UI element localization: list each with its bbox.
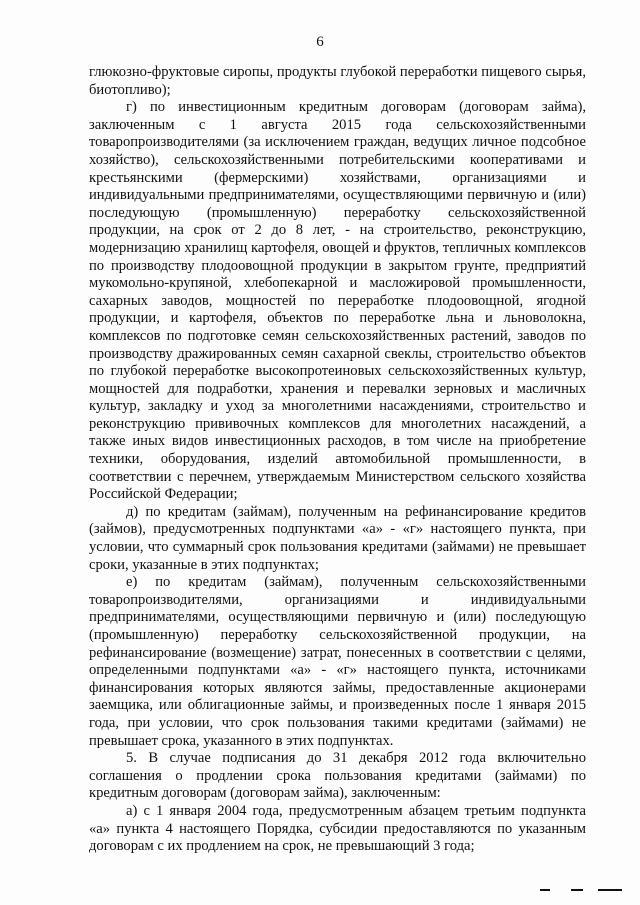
scan-mark [571, 889, 583, 891]
scan-mark [540, 889, 550, 891]
paragraph-item-5: 5. В случае подписания до 31 декабря 2012 года включительно соглашения о продлении срока пользования кредитами (займами) по кредитным договорам (договорам займа), заключенным: [89, 750, 586, 802]
paragraph-subitem-a: а) с 1 января 2004 года, предусмотренным абзацем третьим подпункта «а» пункта 4 настоящего Порядка, субсидии предоставляются по указанным договорам с их продлением на срок, не превышающий 3 года; [89, 802, 586, 855]
paragraph-subitem-d: д) по кредитам (займам), полученным на рефинансирование кредитов (займов), предусмотренных подпунктами «а» - «г» настоящего пункта, при условии, что суммарный срок пользования кредитами (займами) не превышает сроки, указанные в этих подпунктах; [89, 503, 586, 573]
paragraph-subitem-e: е) по кредитам (займам), полученным сельскохозяйственными товаропроизводителями, организациями и индивидуальными предпринимателями, осуществляющими первичную и (или) последующую (промышленную) переработку сельскохозяйственной продукции, на рефинансирование (возмещение) затрат, понесенных в соответствии с целями, определенными подпунктами «а» - «г» настоящего пункта, источниками финансирования которых являются займы, предоставленные акционерами заемщика, или облигационные займы, и произведенных после 1 января 2015 года, при условии, что срок пользования такими кредитами (займами) не превышает срока, указанного в этих подпунктах. [89, 574, 586, 749]
scan-mark [598, 889, 622, 891]
paragraph-subitem-g: г) по инвестиционным кредитным договорам (договорам займа), заключенным с 1 августа 2015 года сельскохозяйственными товаропроизводителями (за исключением граждан, ведущих личное подсобное хозяйство), сельскохозяйственными потребительскими кооперативами и крестьянскими (фермерскими) хозяйствами, организациями и индивидуальными предпринимателями, осуществляющими первичную и (или) последующую (промышленную) переработку сельскохозяйственной продукции, на срок от 2 до 8 лет, - на строительство, реконструкцию, модернизацию хранилищ картофеля, овощей и фруктов, тепличных комплексов по производству плодоовощной продукции в закрытом грунте, предприятий мукомольно-крупяной, хлебопекарной и масложировой промышленности, сахарных заводов, мощностей по переработке плодоовощной, ягодной продукции, и картофеля, объектов по переработке льна и льноволокна, комплексов по подготовке семян сельскохозяйственных растений, заводов по производству дражированных семян сахарной свеклы, строительство объектов по глубокой переработке высокопротеиновых сельскохозяйственных культур, мощностей для подработки, хранения и перевалки зерновых и масличных культур, закладку и уход за многолетними насаждениями, строительство и реконструкцию прививочных комплексов для многолетних насаждений, а также иных видов инвестиционных расходов, в том числе на приобретение техники, оборудования, изделий автомобильной промышленности, в соответствии с перечнем, утверждаемым Министерством сельского хозяйства Российской Федерации; [89, 99, 586, 503]
page-number: 6 [316, 34, 324, 50]
paragraph-continuation: глюкозно-фруктовые сиропы, продукты глубокой переработки пищевого сырья, биотопливо); [89, 64, 586, 98]
